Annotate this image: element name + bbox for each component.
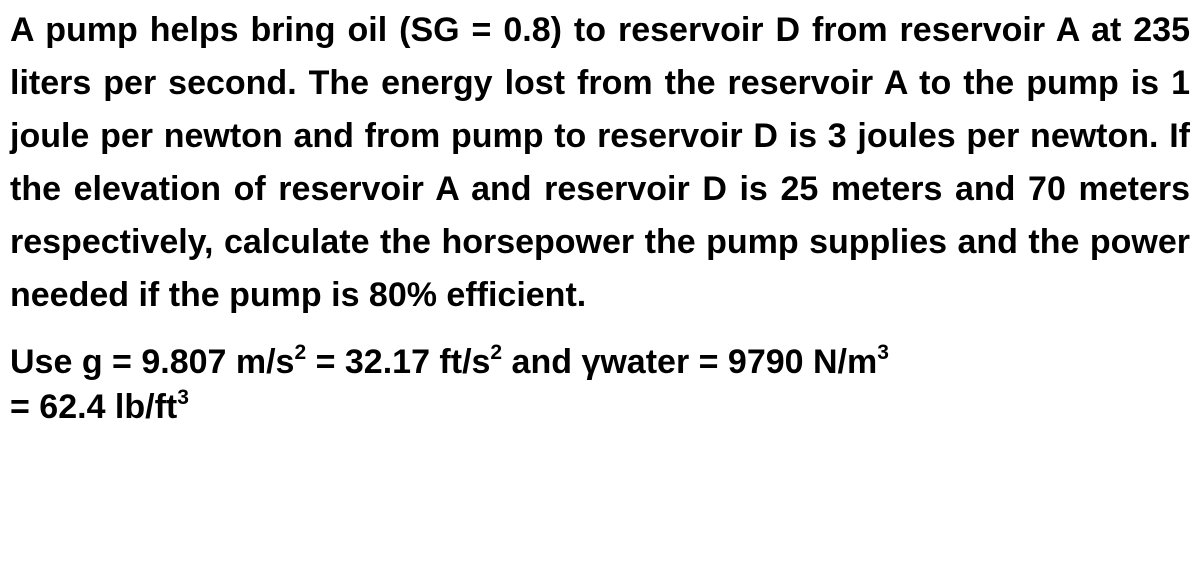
given-text-3: and γwater = 9790 N/m (502, 343, 878, 381)
exponent-4: 3 (177, 385, 189, 409)
exponent-2: 2 (490, 340, 503, 364)
given-text-2: = 32.17 ft/s (306, 343, 491, 381)
given-text-4: = 62.4 lb/ft (10, 388, 178, 426)
problem-statement: A pump helps bring oil (SG = 0.8) to reservoir D from reservoir A at 235 liters per second. The energy lost from the reservoir A to the pump is 1 joule per newton and from pump to reservoir D is 3 joules per newton. If the elevation of reservoir A and reservoir D is 25 meters and 70 meters respectively, calculate the horsepower the pump supplies and the power needed if the pump is 80% efficient. (10, 11, 1190, 314)
exponent-3: 3 (877, 340, 889, 364)
given-constants (10, 340, 1190, 430)
given-text-1: Use g = 9.807 m/s (10, 343, 295, 381)
exponent-1: 2 (294, 340, 307, 364)
